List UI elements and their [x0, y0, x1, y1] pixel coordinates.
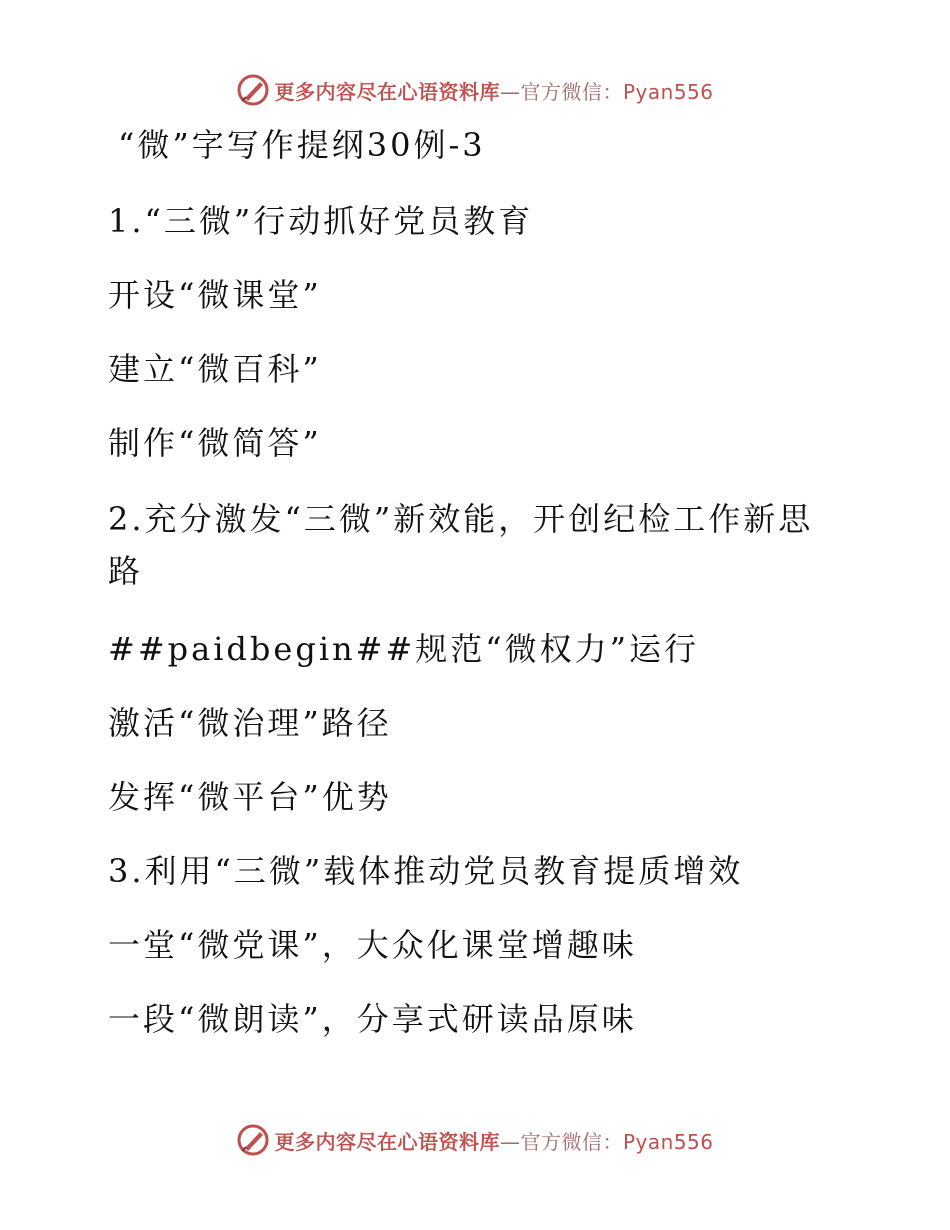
footer-banner-text [274, 1126, 713, 1155]
document-line-8: 发挥“微平台”优势 [108, 778, 392, 816]
document-line-2: 开设“微课堂” [108, 276, 322, 314]
document-line-3: 建立“微百科” [108, 350, 322, 388]
footer-banner-main: 更多内容尽在心语资料库 [274, 1129, 500, 1154]
header-banner-handle: Pyan556 [622, 79, 714, 104]
document-title: “微”字写作提纲30例-3 [118, 126, 486, 164]
document-line-11: 一段“微朗读”，分享式研读品原味 [108, 1000, 637, 1038]
header-banner-text [274, 76, 713, 105]
document-line-7: 激活“微治理”路径 [108, 704, 392, 742]
document-line-6: ##paidbegin##规范“微权力”运行 [108, 630, 700, 668]
footer-banner-handle: Pyan556 [622, 1129, 714, 1154]
document-line-5: 2.充分激发“三微”新效能，开创纪检工作新思路 [108, 500, 814, 590]
footer-banner [0, 1118, 950, 1162]
document-line-9: 3.利用“三微”载体推动党员教育提质增效 [108, 852, 744, 890]
header-banner [0, 68, 950, 112]
document-line-1: 1.“三微”行动抓好党员教育 [108, 202, 534, 240]
header-banner-main: 更多内容尽在心语资料库 [274, 79, 500, 104]
document-line-10: 一堂“微党课”，大众化课堂增趣味 [108, 926, 637, 964]
document-line-4: 制作“微简答” [108, 424, 322, 462]
header-banner-rest: —官方微信： [499, 79, 623, 104]
quill-logo-icon [236, 73, 270, 107]
quill-logo-icon [236, 1123, 270, 1157]
footer-banner-rest: —官方微信： [499, 1129, 623, 1154]
